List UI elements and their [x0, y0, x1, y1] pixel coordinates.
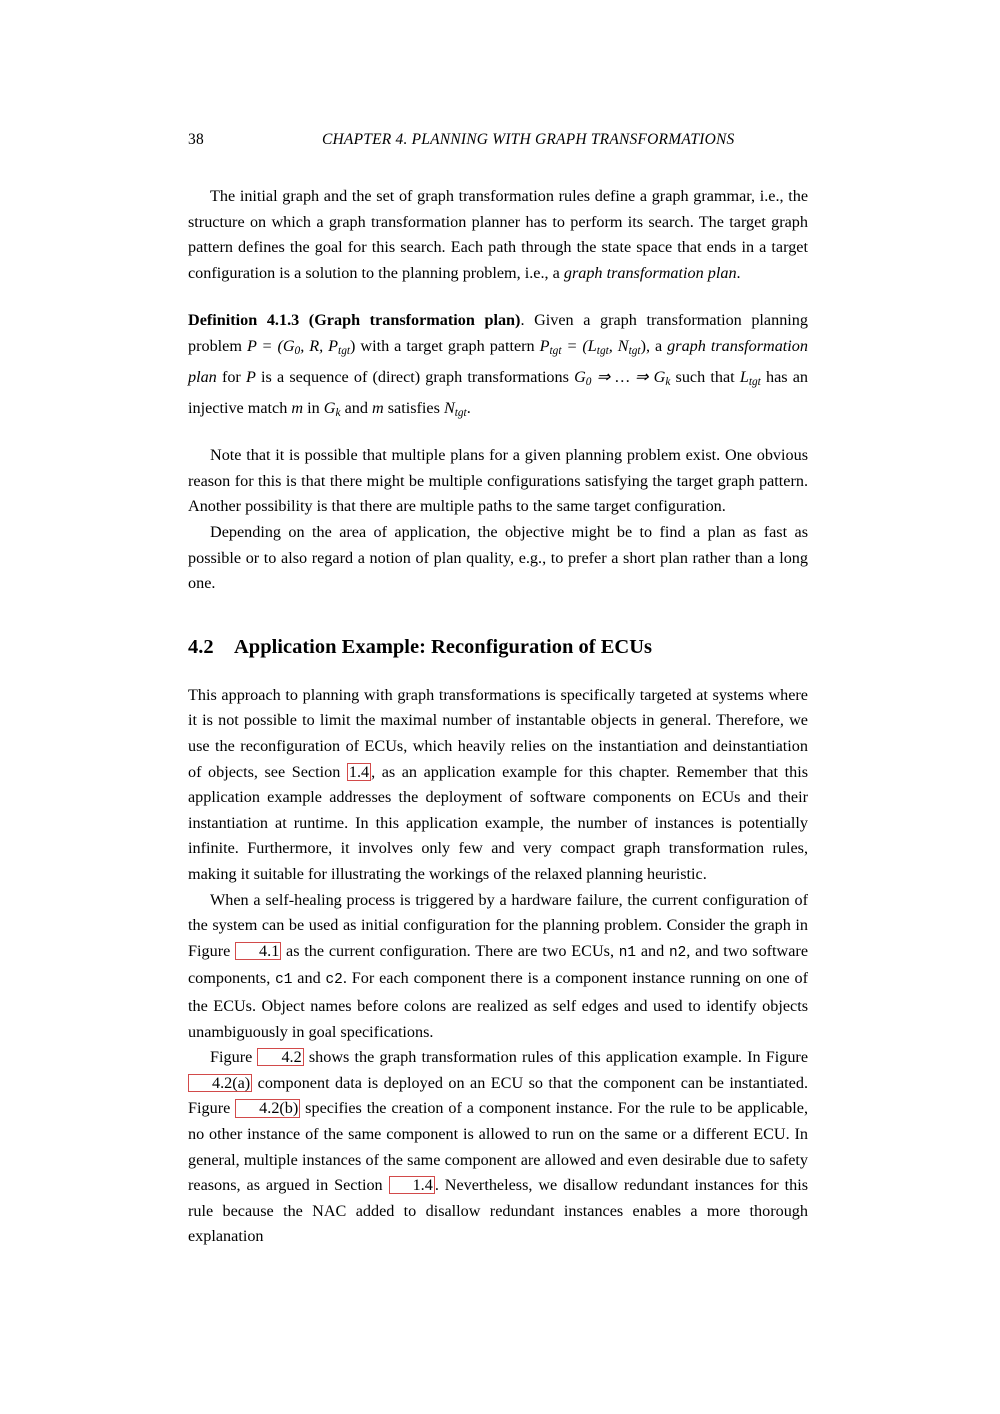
- definition-text-6: such that: [670, 367, 740, 386]
- paragraph-selfhealing-text-6: . For each component there is a component instance running on one of the ECUs. Object names before colons are realized as self edges and used to identify objects unambiguously in goal specifications.: [188, 969, 808, 1041]
- section-title: Application Example: Reconfiguration of ECUs: [234, 635, 652, 658]
- paragraph-selfhealing-text-3: and: [636, 941, 669, 960]
- paragraph-intro-end: .: [736, 263, 741, 282]
- cross-ref-figure-4-2b[interactable]: 4.2(b): [235, 1099, 300, 1117]
- paragraph-figure-rules-text-2: shows the graph transformation rules of this application example. In Figure: [303, 1048, 808, 1067]
- paragraph-approach-text-1: This approach to planning with graph transformations is specifically targeted at systems where it is not possible to limit the maximal number of instantable objects in general. Therefore, we use the reconfiguration of ECUs, which heavily relies on the instantiation and deinstantiation of objects, see Section: [188, 685, 808, 781]
- math-g0b: G: [574, 367, 586, 386]
- definition-text-9: and: [340, 398, 372, 417]
- math-ltgt: = (L: [561, 336, 597, 355]
- section-number: 4.2: [188, 635, 214, 658]
- paragraph-approach-text-2: , as an application example for this chapter. Remember that this application example addresses the deployment of software components on ECUs and their instantiation at runtime. In this application example, the number of instances is potentially infinite. Furthermore, it involves only few and very compact graph transformation rules, making it suitable for illustrating the workings of the relaxed planning heuristic.: [188, 762, 808, 883]
- paragraph-selfhealing-text-1: When a self-healing process is triggered by a hardware failure, the current configuration of the system can be used as initial configuration for the planning problem. Consider the graph in Figure: [188, 890, 808, 960]
- paragraph-intro-text: The initial graph and the set of graph transformation rules define a graph grammar, i.e., the structure on which a graph transformation planner has to perform its search. The target graph pattern defines the goal for this search. Each path through the state space that ends in a target configuration is a solution to the planning problem, i.e., a: [188, 187, 808, 282]
- math-ltgt2: L: [739, 367, 749, 386]
- cross-ref-section-1-4-b[interactable]: 1.4: [389, 1176, 435, 1194]
- definition-name: (Graph transformation plan): [299, 311, 521, 330]
- definition-text-4: for: [216, 367, 246, 386]
- math-ltgt2-sub: tgt: [748, 375, 761, 388]
- math-g0-sub: 0: [294, 345, 301, 358]
- cross-ref-figure-4-2[interactable]: 4.2: [257, 1048, 303, 1066]
- term-graph-transformation-plan: graph transformation plan: [563, 263, 737, 282]
- paragraph-figure-rules-text-3: component data is deployed on an ECU so that the component can be instantiated. Figure: [188, 1073, 808, 1118]
- math-ntgt: , N: [608, 336, 629, 355]
- definition-text-10: satisfies: [383, 398, 444, 417]
- cross-ref-section-1-4-a[interactable]: 1.4: [348, 762, 370, 781]
- definition-text-1: . Given a graph transformation planning problem: [188, 311, 808, 355]
- math-p: P: [246, 336, 257, 355]
- paragraph-selfhealing-text-4: , and two software components,: [188, 941, 809, 988]
- math-ltgt-sub: tgt: [596, 345, 609, 358]
- math-g0b-sub: 0: [585, 375, 592, 388]
- cross-ref-figure-4-2a[interactable]: 4.2(a): [188, 1074, 252, 1092]
- definition-label: Definition 4.1.3: [188, 311, 300, 330]
- paragraph-figure-rules-text-5: . Nevertheless, we disallow redundant instances for this rule because the NAC added to disallow redundant instances enables a more thorough explanation: [188, 1176, 808, 1246]
- code-c2: c2: [325, 972, 343, 989]
- paragraph-note: Note that it is possible that multiple plans for a given planning problem exist. One obvious reason for this is that there might be multiple configurations satisfying the target graph pattern. Another possibility is that there are multiple paths to the same target configuration.: [188, 446, 808, 516]
- definition-text-11: .: [466, 398, 471, 417]
- paragraph-figure-rules-text-4: specifies the creation of a component instance. For the rule to be applicable, no other instance of the same component is allowed to run on the same or a different ECU. In general, multiple instances of the same component are allowed and even desirable due to safety reasons, as argued in Section: [188, 1099, 809, 1195]
- paragraph-figure-rules: [188, 1045, 808, 1250]
- definition-text-8: in: [303, 398, 324, 417]
- definition-term: graph transformation plan: [188, 336, 808, 386]
- paragraph-intro: [188, 184, 808, 286]
- paragraph-approach: [188, 683, 808, 888]
- math-ptgt: P: [539, 336, 550, 355]
- paragraph-selfhealing-text-5: and: [292, 969, 326, 988]
- math-m: m: [291, 398, 304, 417]
- definition-text-7: has an injective match: [188, 367, 809, 417]
- definition-text-2: ) with a target graph pattern: [350, 336, 540, 355]
- math-g0: = (G: [256, 336, 295, 355]
- math-m2: m: [371, 398, 384, 417]
- paragraph-selfhealing: [188, 888, 808, 1046]
- definition-text-5: is a sequence of (direct) graph transformations: [255, 367, 575, 386]
- cross-ref-figure-4-1[interactable]: 4.1: [235, 942, 281, 960]
- math-r-ptgt: , R, P: [300, 336, 339, 355]
- paragraph-figure-rules-text-1: Figure: [210, 1048, 258, 1067]
- paragraph-selfhealing-text-2: as the current configuration. There are two ECUs,: [281, 941, 619, 960]
- math-p2: P: [246, 367, 256, 386]
- code-c1: c1: [275, 972, 293, 989]
- math-ptgt-sub2: tgt: [549, 345, 562, 358]
- math-gk2-sub: k: [335, 406, 341, 419]
- section-heading: [188, 634, 808, 660]
- math-gk: ⇒ … ⇒ G: [591, 367, 666, 386]
- math-gk-sub: k: [665, 375, 671, 388]
- definition-4-1-3: [188, 308, 808, 426]
- math-gk2: G: [323, 398, 336, 417]
- code-n2: n2: [668, 944, 687, 961]
- body-text: [188, 184, 808, 1250]
- page-number: 38: [188, 131, 204, 148]
- math-ptgt-sub: tgt: [338, 345, 351, 358]
- math-ntgt2: N: [443, 398, 455, 417]
- section-heading-wrapper: [188, 634, 808, 660]
- definition-text-3: ), a: [640, 336, 668, 355]
- paragraph-depending: Depending on the area of application, the objective might be to find a plan as fast as possible or to also regard a notion of plan quality, e.g., to prefer a short plan rather than a long one.: [188, 523, 808, 593]
- running-title: CHAPTER 4. PLANNING WITH GRAPH TRANSFORMATIONS: [322, 131, 735, 148]
- math-ntgt2-sub: tgt: [454, 406, 467, 419]
- code-n1: n1: [618, 944, 637, 961]
- math-ntgt-sub: tgt: [628, 345, 641, 358]
